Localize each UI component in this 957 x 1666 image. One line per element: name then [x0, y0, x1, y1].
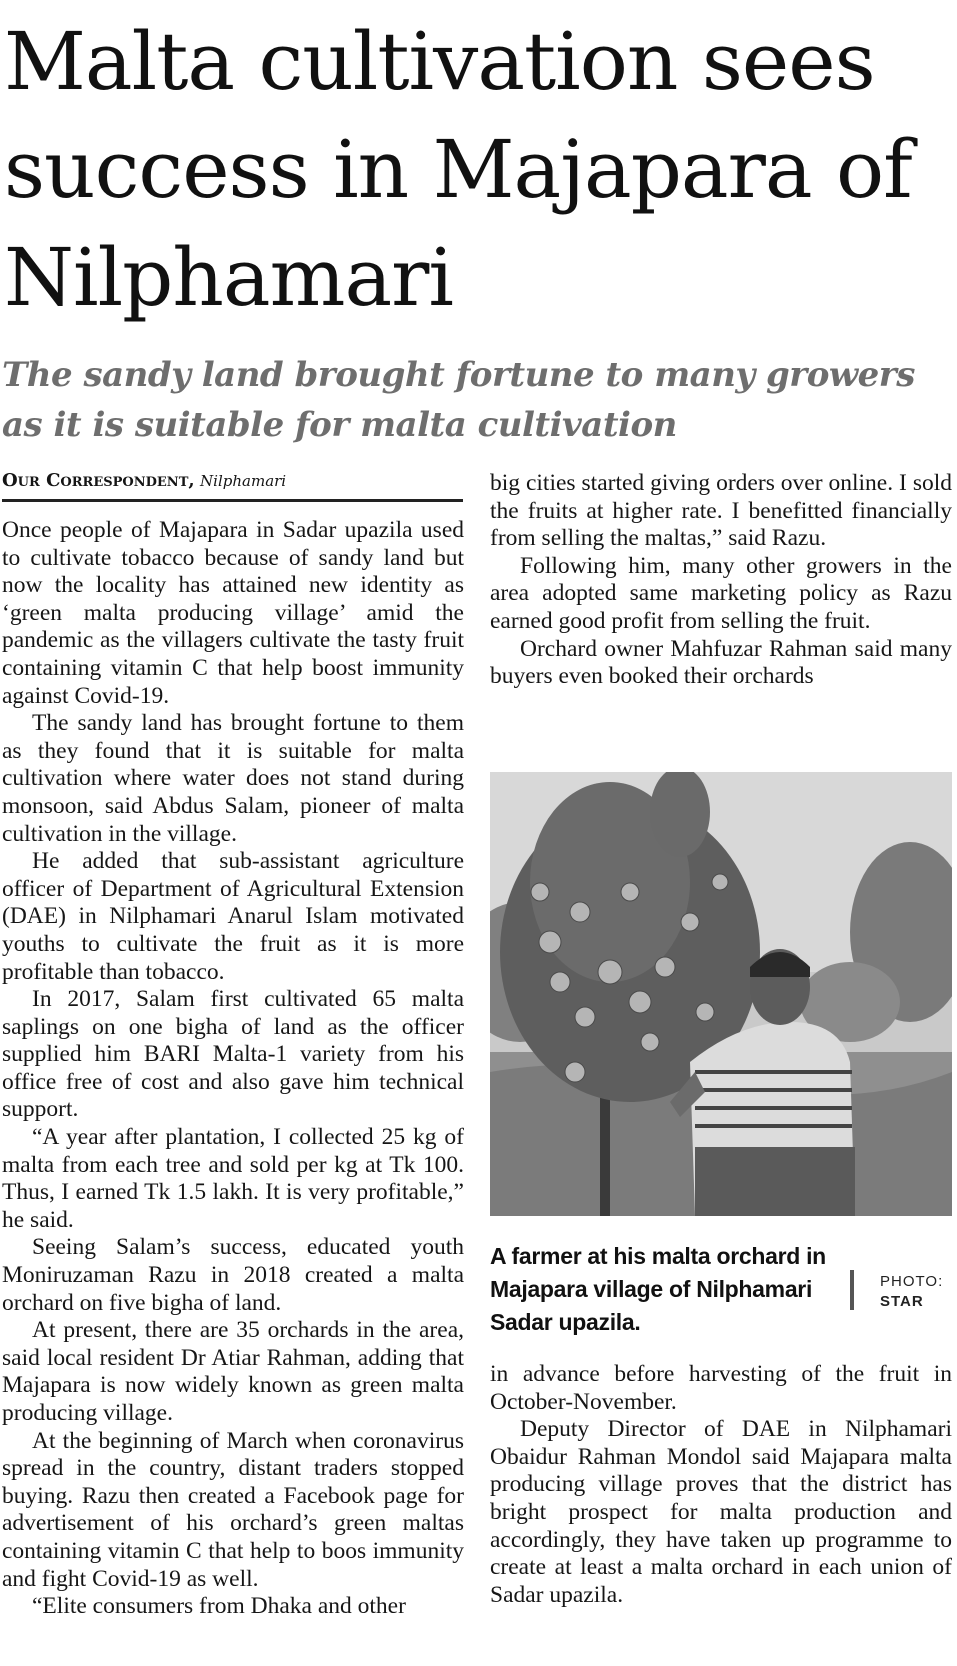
paragraph: “A year after plantation, I collected 25 kg of malta from each tree and sold per kg at Tk 100. Thus, I earned Tk 1.5 lakh. It is very profitable,” he said. [2, 1124, 464, 1233]
byline-name: Our Correspondent, [2, 470, 195, 491]
paragraph: At the beginning of March when coronavirus spread in the country, distant traders stopped buying. Razu then created a Facebook page for advertisement of his orchard’s green maltas containing vitamin C that help to boos immunity and fight Covid-19 as well. [2, 1427, 464, 1592]
paragraph: Once people of Majapara in Sadar upazila used to cultivate tobacco because of sandy land but now the locality has attained new identity as ‘green malta producing village’ amid the pandemic as the villagers cultivate the tasty fruit containing vitamin C that help boost immunity against Covid-19. [2, 517, 464, 709]
orchard-photo [490, 772, 952, 1216]
article-column-2-bottom [490, 1361, 952, 1609]
paragraph: In 2017, Salam first cultivated 65 malta saplings on one bigha of land as the officer supplied him BARI Malta-1 variety from his office free of cost and also gave him technical support. [2, 986, 464, 1123]
paragraph: The sandy land has brought fortune to them as they found that it is suitable for malta cultivation where water does not stand during monsoon, said Abdus Salam, pioneer of malta cultivation in the village. [2, 710, 464, 847]
photo-credit-source: STAR [880, 1293, 924, 1310]
paragraph: Seeing Salam’s success, educated youth Moniruzaman Razu in 2018 created a malta orchard on five bigha of land. [2, 1234, 464, 1316]
article-column-2-top [490, 470, 952, 691]
byline [2, 468, 463, 502]
photo-credit [880, 1272, 943, 1312]
paragraph: He added that sub-assistant agriculture officer of Department of Agricultural Extension (DAE) in Nilphamari Anarul Islam motivated youths to cultivate the fruit as it is more profitable than tobacco. [2, 848, 464, 985]
photo-caption: A farmer at his malta orchard in Majapara village of Nilphamari Sadar upazila. [490, 1243, 826, 1335]
byline-place: Nilphamari [200, 472, 287, 490]
deck-subheadline: The sandy land brought fortune to many growers as it is suitable for malta cultivation [2, 355, 915, 445]
paragraph: in advance before harvesting of the fruit in October-November. [490, 1361, 952, 1415]
paragraph: “Elite consumers from Dhaka and other [32, 1593, 406, 1620]
paragraph: big cities started giving orders over online. I sold the fruits at higher rate. I benefitted financially from selling the maltas,” said Razu. [490, 470, 952, 552]
credit-divider [850, 1270, 854, 1310]
paragraph: Orchard owner Mahfuzar Rahman said many buyers even booked their orchards [490, 635, 952, 690]
paragraph: Following him, many other growers in the area adopted same marketing policy as Razu earned good profit from selling the fruit. [490, 552, 952, 634]
headline: Malta cultivation sees success in Majapara of Nilphamari [4, 15, 912, 324]
photo-credit-label: PHOTO: [880, 1273, 944, 1290]
paragraph: Deputy Director of DAE in Nilphamari Obaidur Rahman Mondol said Majapara malta producing village proves that the district has bright prospect for malta production and accordingly, they have taken up programme to create at least a malta orchard in each union of Sadar upazila. [490, 1416, 952, 1608]
paragraph: At present, there are 35 orchards in the area, said local resident Dr Atiar Rahman, adding that Majapara is now widely known as green malta producing village. [2, 1317, 464, 1426]
article-column-1 [2, 517, 464, 1621]
